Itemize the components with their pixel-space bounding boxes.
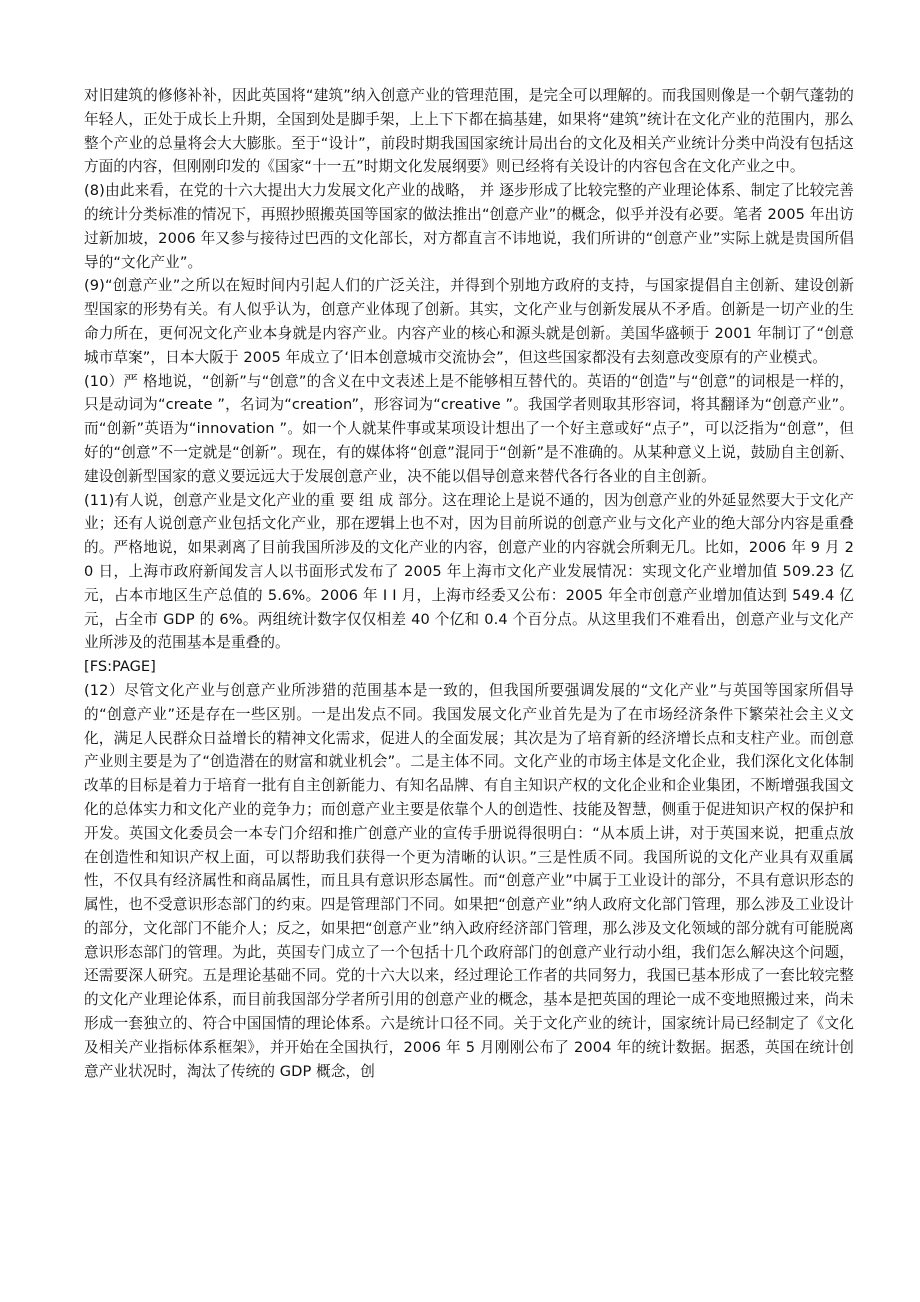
paragraph-10: (10）严 格地说，“创新”与“创意”的含义在中文表述上是不能够相互替代的。英语的“创造”与“创意”的词根是一样的，只是动词为“create ”，名词为“creation”，形容词为“creative ”。我国学者则取其形容词，将其翻译为“创意产业”。而“创新”英语为“innovation ”。如一个人就某件事或某项设计想出了一个好主意或好“点子”，可以泛指为“创意”，但好的“创意”不一定就是“创新”。现在，有的媒体将“创意”混同于“创新”是不准确的。从某种意义上说，鼓励自主创新、建设创新型国家的意义要远远大于发展创意产业，决不能以倡导创意来替代各行各业的自主创新。 [84,372,854,485]
paragraph-8: (8)由此来看，在党的十六大提出大力发展文化产业的战略， 并 逐步形成了比较完整的产业理论体系、制定了比较完善的统计分类标准的情况下，再照抄照搬英国等国家的做法推出“创意产业”的概念，似乎并没有必要。笔者 2005 年出访过新加坡，2006 年又参与接待过巴西的文化部长，对方都直言不讳地说，我们所讲的“创意产业”实际上就是贵国所倡导的“文化产业”。 [84,182,854,271]
page-break-marker: [FS:PAGE] [84,658,156,676]
paragraph-11: (11)有人说，创意产业是文化产业的重 要 组 成 部分。这在理论上是说不通的，因为创意产业的外延显然要大于文化产业；还有人说创意产业包括文化产业，那在逻辑上也不对，因为目前所说的创意产业与文化产业的绝大部分内容是重叠的。严格地说，如果剥离了目前我国所涉及的文化产业的内容，创意产业的内容就会所剩无几。比如，2006 年 9 月 20 日，上海市政府新闻发言人以书面形式发布了 2005 年上海市文化产业发展情况：实现文化产业增加值 509.23 亿元，占本市地区生产总值的 5.6%。2006 年 I I 月，上海市经委又公布：2005 年全市创意产业增加值达到 549.4 亿元，占全市 GDP 的 6%。两组统计数字仅仅相差 40 个亿和 0.4 个百分点。从这里我们不难看出，创意产业与文化产业所涉及的范围基本是重叠的。 [84,491,854,652]
paragraph-9: (9)“创意产业”之所以在短时间内引起人们的广泛关注，并得到个别地方政府的支持，与国家提倡自主创新、建设创新型国家的形势有关。有人似乎认为，创意产业体现了创新。其实，文化产业与创新发展从不矛盾。创新是一切产业的生命力所在，更何况文化产业本身就是内容产业。内容产业的核心和源头就是创新。美国华盛顿于 2001 年制订了“创意城市草案”，日本大阪于 2005 年成立了‘旧本创意城市交流协会”，但这些国家都没有去刻意改变原有的产业模式。 [84,277,854,366]
paragraph-12: (12）尽管文化产业与创意产业所涉猎的范围基本是一致的，但我国所要强调发展的“文化产业”与英国等国家所倡导的“创意产业”还是存在一些区别。一是出发点不同。我国发展文化产业首先是为了在市场经济条件下繁荣社会主义文化，满足人民群众日益增长的精神文化需求，促进人的全面发展；其次是为了培育新的经济增长点和支柱产业。而创意产业则主要是为了“创造潜在的财富和就业机会”。二是主体不同。文化产业的市场主体是文化企业，我们深化文化体制改革的目标是着力于培育一批有自主创新能力、有知名品牌、有自主知识产权的文化企业和企业集团，不断增强我国文化的总体实力和文化产业的竞争力；而创意产业主要是依靠个人的创造性、技能及智慧，侧重于促进知识产权的保护和开发。英国文化委员会一本专门介绍和推广创意产业的宣传手册说得很明白：“从本质上讲，对于英国来说，把重点放在创造性和知识产权上面，可以帮助我们获得一个更为清晰的认识。”三是性质不同。我国所说的文化产业具有双重属性，不仅具有经济属性和商品属性，而且具有意识形态属性。而“创意产业”中属于工业设计的部分，不具有意识形态的属性，也不受意识形态部门的约束。四是管理部门不同。如果把“创意产业”纳人政府文化部门管理，那么涉及工业设计的部分，文化部门不能介人；反之，如果把“创意产业”纳入政府经济部门管理，那么涉及文化领域的部分就有可能脱离意识形态部门的管理。为此，英国专门成立了一个包括十几个政府部门的创意产业行动小组，我们怎么解决这个问题，还需要深人研究。五是理论基础不同。党的十六大以来，经过理论工作者的共同努力，我国已基本形成了一套比较完整的文化产业理论体系，而目前我国部分学者所引用的创意产业的概念，基本是把英国的理论一成不变地照搬过来，尚未形成一套独立的、符合中国国情的理论体系。六是统计口径不同。关于文化产业的统计，国家统计局已经制定了《文化及相关产业指标体系框架》，并开始在全国执行，2006 年 5 月刚刚公布了 2004 年的统计数据。据悉，英国在统计创意产业状况时，淘汰了传统的 GDP 概念，创 [84,681,854,1080]
paragraph-architecture-design: 对旧建筑的修修补补，因此英国将“建筑”纳入创意产业的管理范围，是完全可以理解的。而我国则像是一个朝气蓬勃的年轻人，正处于成长上升期，全国到处是脚手架，上上下下都在搞基建，如果将“建筑”统计在文化产业的范围内，那么整个产业的总量将会大大膨胀。至于“设计”，前段时期我国国家统计局出台的文化及相关产业统计分类中尚没有包括这方面的内容，但刚刚印发的《国家“十一五”时期文化发展纲要》则已经将有关设计的内容包含在文化产业之中。 [84,87,854,176]
document-page [84,84,854,1083]
